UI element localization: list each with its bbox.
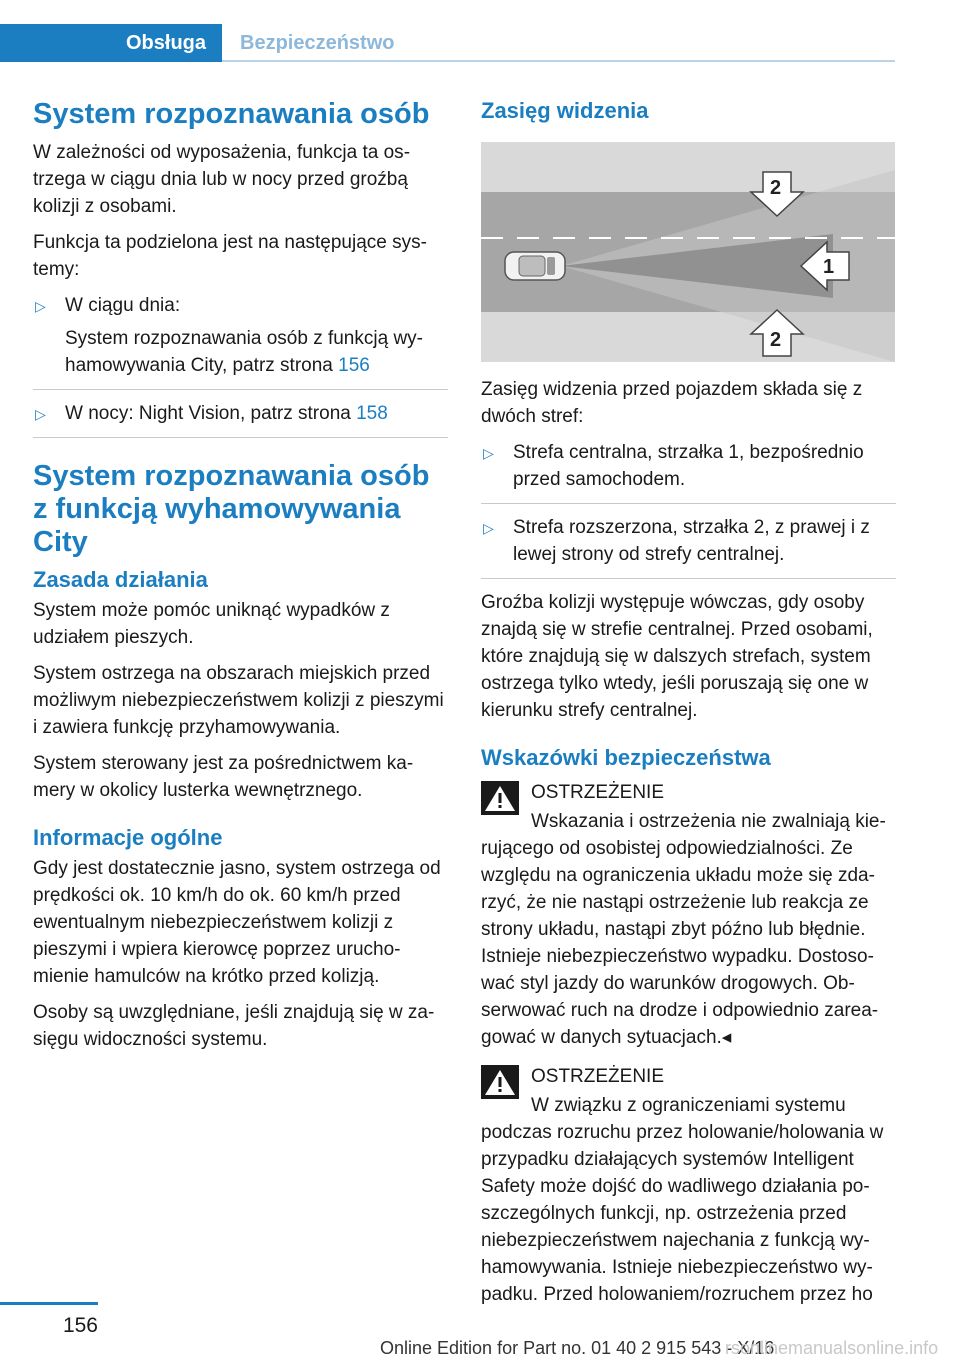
- paragraph: Osoby są uwzględniane, jeśli znajdują się w zasięgu widoczności systemu.: [33, 1002, 435, 1050]
- edition-text: Online Edition for Part no. 01 40 2 915 543 - X/16: [380, 1338, 775, 1358]
- range-diagram: [481, 142, 895, 362]
- warning-triangle-icon: [481, 1065, 519, 1099]
- intro-paragraph: W zależności od wyposażenia, funkcja ta ostrzega w ciągu dnia lub w nocy przed groźbą kolizji z osobami.: [33, 142, 411, 217]
- list-item: [481, 514, 896, 579]
- tab-bezpieczenstwo[interactable]: Bezpieczeństwo: [240, 32, 395, 54]
- paragraph: Groźba kolizji występuje wówczas, gdy osoby znajdą się w strefie centralnej. Przed osobami, które znajdują się w dalszych strefach, system ostrzega tylko wtedy, jeśli poruszają się one w kierunku strefy centralnej.: [481, 592, 873, 721]
- list-item-label: W nocy: Night Vision, patrz strona: [65, 403, 357, 424]
- warning-text: Wskazania i ostrzeżenia nie zwalniają kierującego od osobistej odpowiedzialności. Ze względu na ograniczenia układu może się zdarzyć, że nie nastąpi ostrzeżenie lub reakcja ze strony układu, nastąpi zbyt późno lub błędnie. Istnieje niebezpieczeństwo wypadku. Dostosować styl jazdy do warunków drogowych. Obserwować ruch na drodze i odpowiednio zareagować w danych sytuacjach.◂: [481, 811, 886, 1048]
- systems-list: [33, 292, 448, 438]
- heading-safety: Wskazówki bezpieczeństwa: [481, 745, 771, 770]
- paragraph: Gdy jest dostatecznie jasno, system ostrzega od prędkości ok. 10 km/h do ok. 60 km/h przed ewentualnym niebezpieczeństwem kolizji z pieszymi i wpiera kierowcę poprzez uruchomienie hamulców na krótko przed kolizją.: [33, 858, 441, 987]
- warning-title: OSTRZEŻENIE: [531, 782, 665, 803]
- triangle-bullet-icon: ▷: [35, 406, 46, 422]
- systems-paragraph: Funkcja ta podzielona jest na następujące systemy:: [33, 232, 427, 280]
- warning-title: OSTRZEŻENIE: [531, 1066, 665, 1087]
- page-header: [0, 24, 895, 62]
- heading-person-recognition: System rozpoznawania osób: [33, 98, 430, 130]
- header-divider: [222, 60, 895, 62]
- arrow-2-top-label: 2: [770, 177, 782, 199]
- warning-block: [481, 1063, 896, 1308]
- warning-block: [481, 779, 896, 1051]
- arrow-1-label: 1: [823, 256, 835, 278]
- car-icon: [505, 252, 565, 280]
- zones-list: [481, 439, 896, 579]
- list-item-sub: [65, 325, 448, 379]
- watermark-text: rsonlinemanualsonline.info: [725, 1338, 939, 1358]
- list-item-sub-text: System rozpoznawania osób z funkcją wyhamowywania City, patrz strona: [65, 328, 423, 376]
- list-item-text: Strefa centralna, strzałka 1, bezpośrednio przed samochodem.: [513, 442, 864, 490]
- triangle-bullet-icon: ▷: [483, 445, 494, 461]
- heading-principle: Zasada działania: [33, 567, 208, 592]
- heading-general-info: Informacje ogólne: [33, 825, 223, 850]
- list-item: [33, 400, 448, 438]
- page-ref-link[interactable]: 158: [356, 403, 388, 424]
- triangle-bullet-icon: ▷: [483, 520, 494, 536]
- page-number: 156: [62, 1314, 98, 1337]
- warning-text: W związku z ograniczeniami systemu podczas rozruchu przez holowanie/holowania w przypadku działających systemów Intelligent Safety może dojść do wadliwego działania poszczególnych funkcji, np. ostrzeżenia przed niebezpieczeństwem najechania z funkcją wyhamowywania. Istnieje niebezpieczeństwo wypadku. Przed holowaniem/rozruchem przez ho: [481, 1095, 884, 1305]
- list-item: [33, 292, 448, 390]
- list-item-text: Strefa rozszerzona, strzałka 2, z prawej i z lewej strony od strefy centralnej.: [513, 517, 870, 565]
- paragraph: System może pomóc uniknąć wypadków z udziałem pieszych.: [33, 600, 390, 648]
- left-column: [33, 98, 448, 1062]
- warning-triangle-icon: [481, 781, 519, 815]
- heading-range: Zasięg widzenia: [481, 98, 649, 123]
- heading-city-braking: System rozpoznawania osób z funkcją wyhamowywania City: [33, 460, 430, 558]
- triangle-bullet-icon: ▷: [35, 298, 46, 314]
- list-item: [481, 439, 896, 504]
- tab-obsluga[interactable]: Obsługa: [0, 24, 222, 62]
- list-item-label: W ciągu dnia:: [65, 295, 181, 316]
- arrow-2-bottom-label: 2: [770, 329, 782, 351]
- paragraph: System ostrzega na obszarach miejskich przed możliwym niebezpieczeństwem kolizji z pieszymi i zawiera funkcję przyhamowywania.: [33, 663, 444, 738]
- right-column: [481, 98, 896, 1320]
- paragraph: System sterowany jest za pośrednictwem kamery w okolicy lusterka wewnętrznego.: [33, 753, 414, 801]
- page-ref-link[interactable]: 156: [338, 355, 370, 376]
- footer-divider: [0, 1302, 98, 1305]
- paragraph: Zasięg widzenia przed pojazdem składa się z dwóch stref:: [481, 379, 863, 427]
